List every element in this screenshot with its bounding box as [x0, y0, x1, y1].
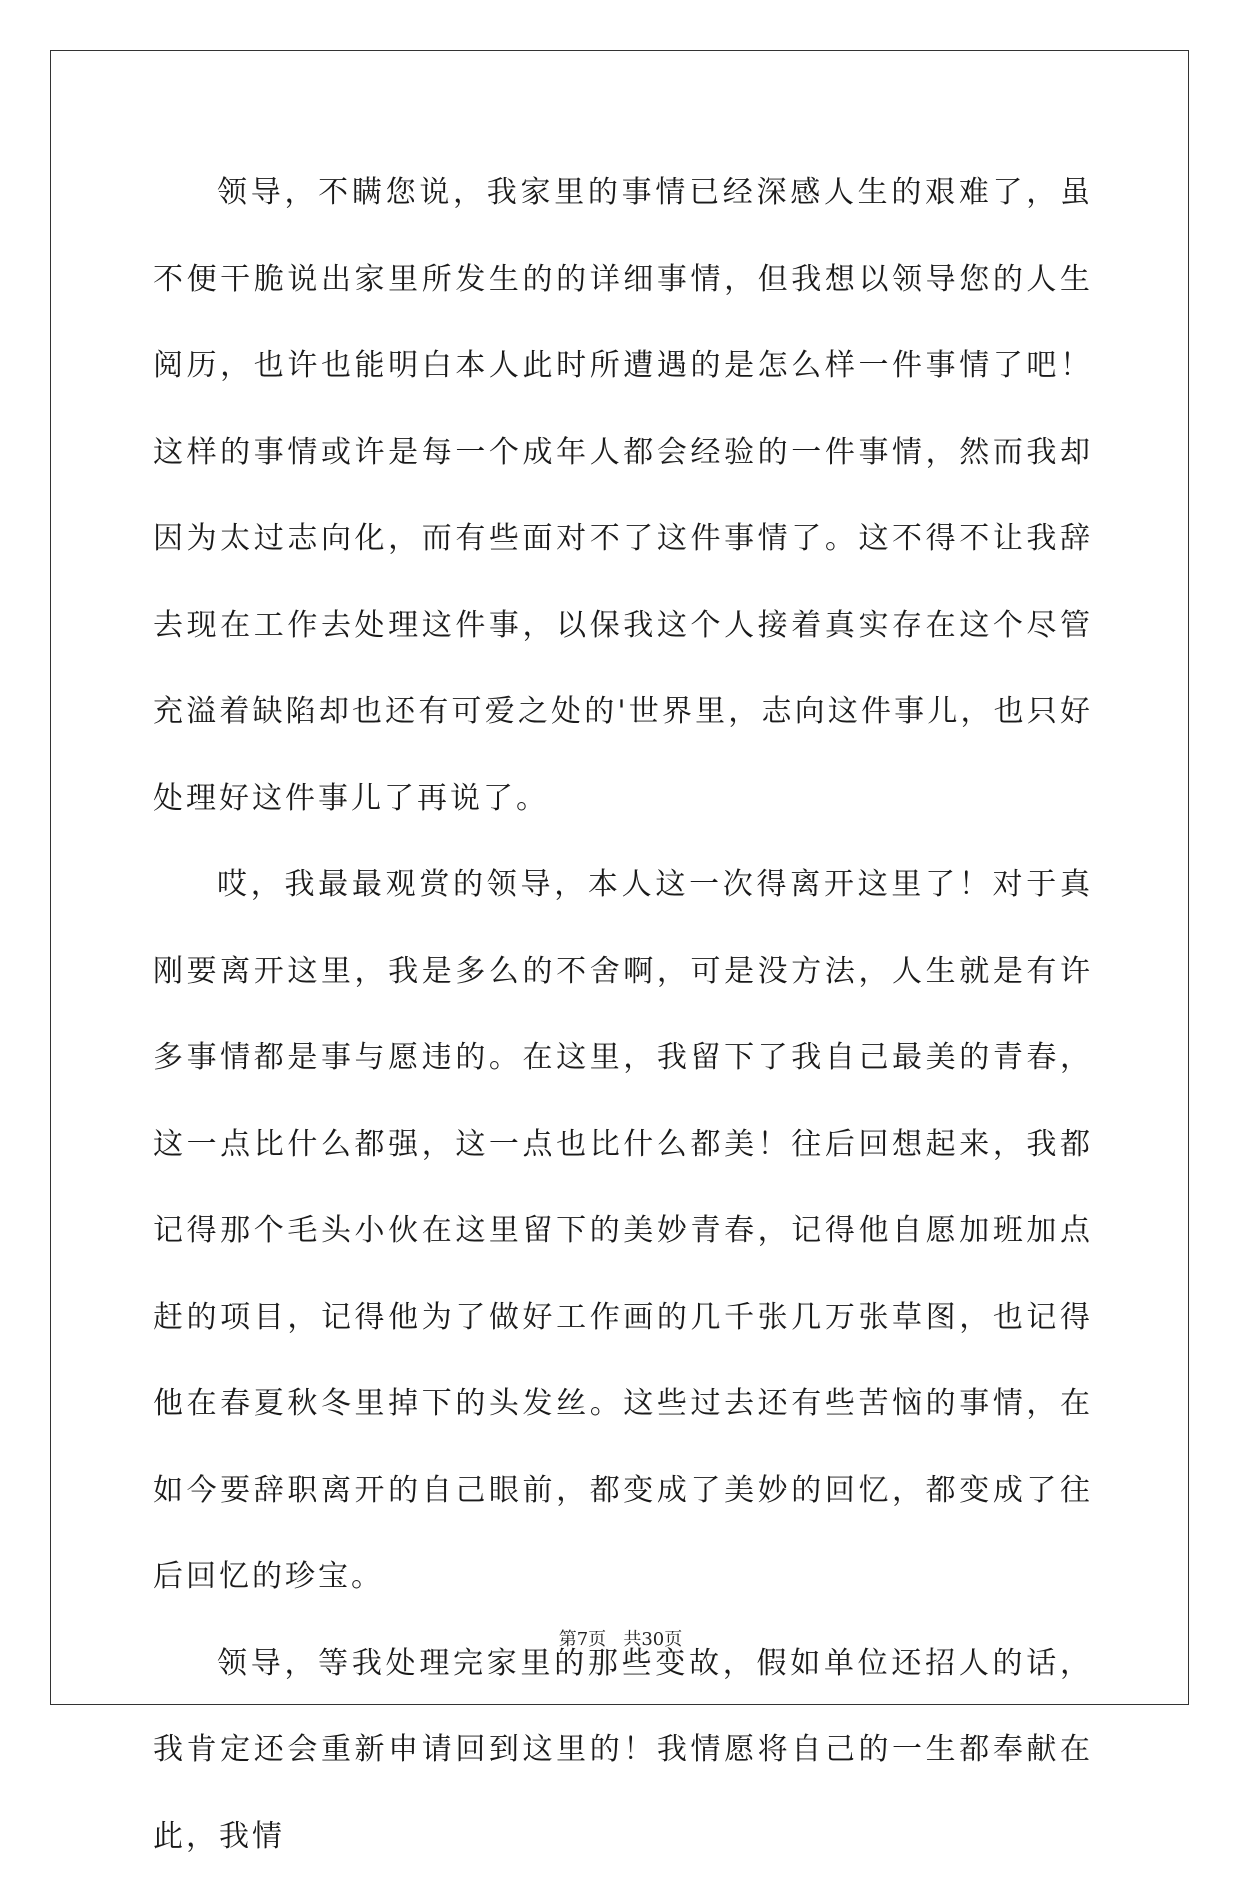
- document-body: [153, 150, 1093, 1880]
- page-number-footer: 第7页 共30页: [0, 1625, 1241, 1651]
- paragraph-3: 领导，等我处理完家里的那些变故，假如单位还招人的话，我肯定还会重新申请回到这里的！我情愿将自己的一生都奉献在此，我情: [153, 1621, 1093, 1880]
- paragraph-2: 哎，我最最观赏的领导，本人这一次得离开这里了！对于真刚要离开这里，我是多么的不舍啊，可是没方法，人生就是有许多事情都是事与愿违的。在这里，我留下了我自己最美的青春，这一点比什么都强，这一点也比什么都美！往后回想起来，我都记得那个毛头小伙在这里留下的美妙青春，记得他自愿加班加点赶的项目，记得他为了做好工作画的几千张几万张草图，也记得他在春夏秋冬里掉下的头发丝。这些过去还有些苦恼的事情，在如今要辞职离开的自己眼前，都变成了美妙的回忆，都变成了往后回忆的珍宝。: [153, 842, 1093, 1621]
- paragraph-1: 领导，不瞒您说，我家里的事情已经深感人生的艰难了，虽不便干脆说出家里所发生的的详细事情，但我想以领导您的人生阅历，也许也能明白本人此时所遭遇的是怎么样一件事情了吧！这样的事情或许是每一个成年人都会经验的一件事情，然而我却因为太过志向化，而有些面对不了这件事情了。这不得不让我辞去现在工作去处理这件事，以保我这个人接着真实存在这个尽管充溢着缺陷却也还有可爱之处的'世界里，志向这件事儿，也只好处理好这件事儿了再说了。: [153, 150, 1093, 842]
